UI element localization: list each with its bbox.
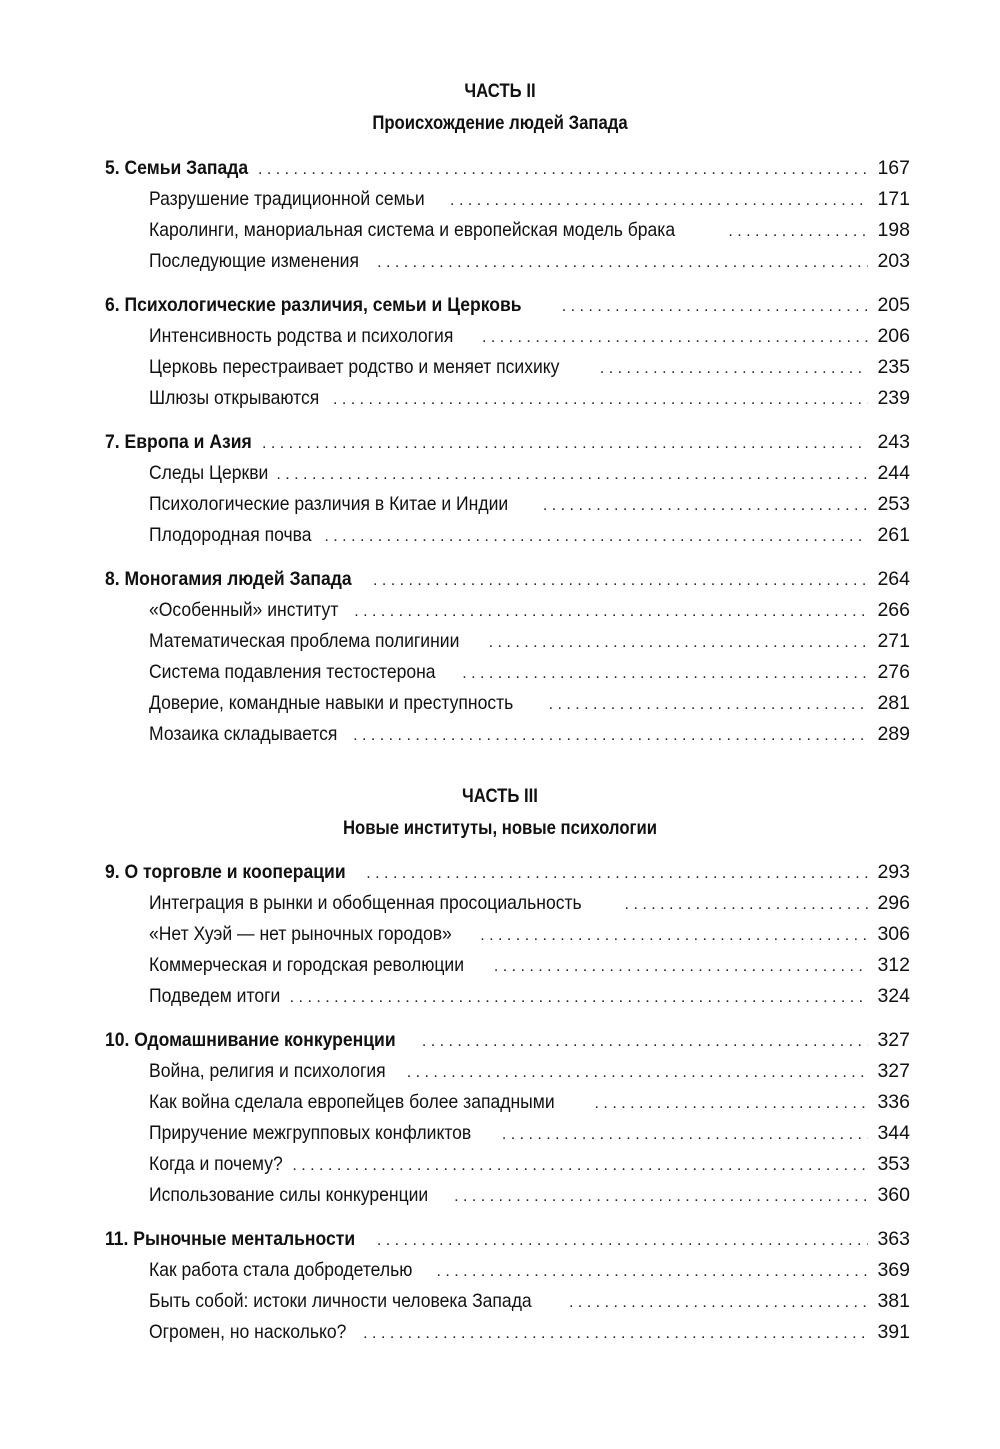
entry-title: Следы Церкви (149, 462, 269, 484)
section-entry[interactable] (105, 1118, 910, 1149)
entry-title: 7. Европа и Азия (105, 431, 252, 453)
page-number: 344 (877, 1122, 910, 1144)
dot-leader (482, 322, 868, 353)
toc-chapter-8 (105, 564, 910, 750)
section-entry[interactable] (105, 626, 910, 657)
part-title: Происхождение людей Запада (372, 113, 628, 134)
entry-title: Плодородная почва (149, 524, 312, 546)
section-entry[interactable] (105, 981, 910, 1012)
page-number: 167 (877, 157, 910, 179)
dot-leader (363, 1318, 868, 1349)
dot-leader (377, 247, 868, 278)
dot-leader (353, 720, 868, 751)
page-number: 276 (877, 661, 910, 683)
page-number: 293 (877, 861, 910, 883)
entry-title: 10. Одомашнивание конкуренции (105, 1029, 396, 1051)
dot-leader (728, 216, 868, 247)
part-3-heading (0, 784, 1000, 842)
toc-chapter-5 (105, 153, 910, 277)
dot-leader (407, 1057, 868, 1088)
page-number: 327 (877, 1060, 910, 1082)
page-number: 239 (877, 387, 910, 409)
entry-title: Шлюзы открываются (149, 387, 320, 409)
entry-title: 5. Семьи Запада (105, 157, 249, 179)
page-number: 296 (877, 892, 910, 914)
part-label: ЧАСТЬ II (464, 81, 536, 102)
entry-title: Последующие изменения (149, 250, 359, 272)
page-number: 381 (877, 1290, 910, 1312)
chapter-entry[interactable] (105, 427, 910, 458)
dot-leader (377, 1225, 868, 1256)
dot-leader (489, 627, 868, 658)
page-number: 363 (877, 1228, 910, 1250)
entry-title: «Особенный» институт (149, 599, 339, 621)
entry-title: 6. Психологические различия, семьи и Церковь (105, 294, 522, 316)
page-number: 312 (877, 954, 910, 976)
entry-title: Когда и почему? (149, 1153, 283, 1175)
page-number: 205 (877, 294, 910, 316)
page-number: 369 (877, 1259, 910, 1281)
section-entry[interactable] (105, 1149, 910, 1180)
entry-title: Как война сделала европейцев более западными (149, 1091, 555, 1113)
section-entry[interactable] (105, 489, 910, 520)
chapter-entry[interactable] (105, 290, 910, 321)
section-entry[interactable] (105, 1255, 910, 1286)
chapter-entry[interactable] (105, 153, 910, 184)
entry-title: Как работа стала добродетелью (149, 1259, 413, 1281)
section-entry[interactable] (105, 1286, 910, 1317)
page-number: 235 (877, 356, 910, 378)
entry-title: Мозаика складывается (149, 723, 338, 745)
page-number: 266 (877, 599, 910, 621)
section-entry[interactable] (105, 888, 910, 919)
dot-leader (569, 1287, 868, 1318)
dot-leader (276, 459, 868, 490)
dot-leader (333, 384, 868, 415)
page-number: 244 (877, 462, 910, 484)
page-number: 324 (877, 985, 910, 1007)
section-entry[interactable] (105, 383, 910, 414)
entry-title: Приручение межгрупповых конфликтов (149, 1122, 472, 1144)
entry-title: Быть собой: истоки личности человека Запада (149, 1290, 532, 1312)
entry-title: Доверие, командные навыки и преступность (149, 692, 514, 714)
dot-leader (324, 521, 868, 552)
toc-chapter-6 (105, 290, 910, 414)
chapter-entry[interactable] (105, 857, 910, 888)
entry-title: Коммерческая и городская революции (149, 954, 465, 976)
page-number: 336 (877, 1091, 910, 1113)
entry-title: «Нет Хуэй — нет рыночных городов» (149, 923, 452, 945)
page-number: 171 (877, 188, 910, 210)
dot-leader (373, 565, 868, 596)
part-2-heading (0, 79, 1000, 137)
dot-leader (595, 1088, 868, 1119)
page-number: 327 (877, 1029, 910, 1051)
page-number: 264 (877, 568, 910, 590)
section-entry[interactable] (105, 1317, 910, 1348)
toc-chapter-11 (105, 1224, 910, 1348)
entry-title: Огромен, но насколько? (149, 1321, 347, 1343)
chapter-entry[interactable] (105, 1224, 910, 1255)
dot-leader (502, 1119, 868, 1150)
section-entry[interactable] (105, 215, 910, 246)
page-number: 253 (877, 493, 910, 515)
dot-leader (462, 658, 868, 689)
page-number: 306 (877, 923, 910, 945)
entry-title: Интенсивность родства и психология (149, 325, 454, 347)
page-number: 206 (877, 325, 910, 347)
section-entry[interactable] (105, 184, 910, 215)
section-entry[interactable] (105, 1087, 910, 1118)
page-number: 261 (877, 524, 910, 546)
page-number: 198 (877, 219, 910, 241)
page-number: 391 (877, 1321, 910, 1343)
entry-title: Подведем итоги (149, 985, 281, 1007)
dot-leader (450, 185, 868, 216)
section-entry[interactable] (105, 1056, 910, 1087)
section-entry[interactable] (105, 595, 910, 626)
dot-leader (480, 920, 868, 951)
entry-title: 11. Рыночные ментальности (105, 1228, 356, 1250)
dot-leader (549, 689, 868, 720)
dot-leader (454, 1181, 868, 1212)
page-number: 271 (877, 630, 910, 652)
entry-title: 8. Моногамия людей Запада (105, 568, 352, 590)
page-number: 360 (877, 1184, 910, 1206)
dot-leader (494, 951, 868, 982)
part-label: ЧАСТЬ III (462, 786, 538, 807)
section-entry[interactable] (105, 719, 910, 750)
section-entry[interactable] (105, 458, 910, 489)
entry-title: Система подавления тестостерона (149, 661, 436, 683)
dot-leader (354, 596, 868, 627)
entry-title: Интеграция в рынки и обобщенная просоциальность (149, 892, 582, 914)
section-entry[interactable] (105, 688, 910, 719)
entry-title: Психологические различия в Китае и Индии (149, 493, 509, 515)
entry-title: Математическая проблема полигинии (149, 630, 460, 652)
section-entry[interactable] (105, 321, 910, 352)
dot-leader (562, 291, 868, 322)
section-entry[interactable] (105, 352, 910, 383)
toc-chapter-7 (105, 427, 910, 551)
dot-leader (366, 858, 868, 889)
dot-leader (600, 353, 868, 384)
dot-leader (543, 490, 868, 521)
dot-leader (625, 889, 868, 920)
page-number: 289 (877, 723, 910, 745)
entry-title: Разрушение традиционной семьи (149, 188, 425, 210)
chapter-entry[interactable] (105, 564, 910, 595)
entry-title: Война, религия и психология (149, 1060, 386, 1082)
entry-title: Церковь перестраивает родство и меняет психику (149, 356, 560, 378)
entry-title: Использование силы конкуренции (149, 1184, 429, 1206)
section-entry[interactable] (105, 246, 910, 277)
section-entry[interactable] (105, 657, 910, 688)
section-entry[interactable] (105, 520, 910, 551)
part-title: Новые институты, новые психологии (342, 818, 658, 839)
chapter-entry[interactable] (105, 1025, 910, 1056)
dot-leader (292, 1150, 868, 1181)
page-number: 243 (877, 431, 910, 453)
dot-leader (262, 428, 868, 459)
entry-title: 9. О торговле и кооперации (105, 861, 346, 883)
dot-leader (258, 154, 868, 185)
page-number: 203 (877, 250, 910, 272)
section-entry[interactable] (105, 950, 910, 981)
dot-leader (422, 1026, 868, 1057)
page-number: 353 (877, 1153, 910, 1175)
toc-chapter-10 (105, 1025, 910, 1211)
page-number: 281 (877, 692, 910, 714)
entry-title: Каролинги, манориальная система и европейская модель брака (149, 219, 676, 241)
toc-chapter-9 (105, 857, 910, 1012)
section-entry[interactable] (105, 1180, 910, 1211)
section-entry[interactable] (105, 919, 910, 950)
dot-leader (436, 1256, 868, 1287)
dot-leader (290, 982, 868, 1013)
